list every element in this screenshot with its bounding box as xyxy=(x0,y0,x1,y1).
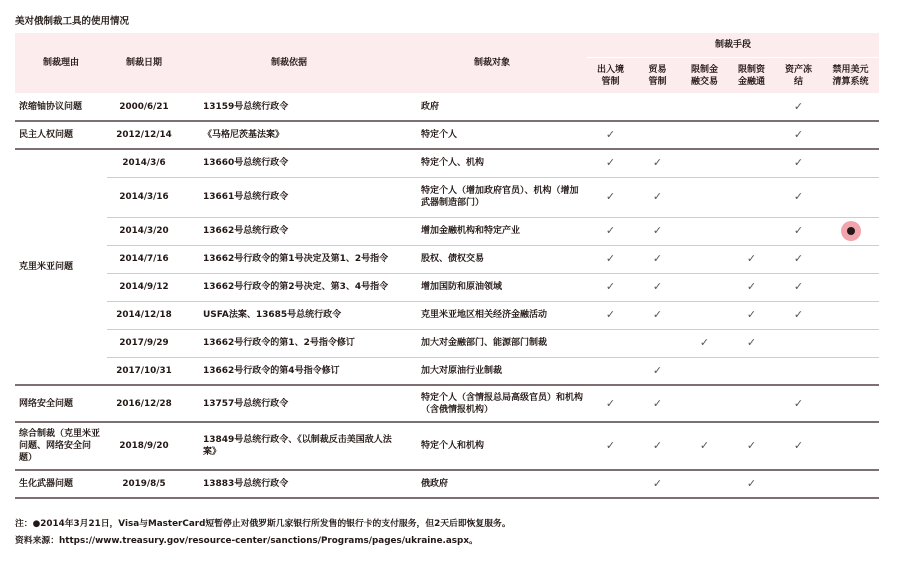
table-row xyxy=(15,217,879,245)
check-icon: ✓ xyxy=(746,252,757,265)
table-row xyxy=(15,470,879,498)
check-icon: ✓ xyxy=(605,128,616,141)
check-icon: ✓ xyxy=(746,280,757,293)
check-icon: ✓ xyxy=(793,224,804,237)
cell-mark xyxy=(775,357,822,385)
cell-mark xyxy=(634,357,681,385)
cell-mark xyxy=(587,357,634,385)
cell-basis: 13849号总统行政令、《以制裁反击美国敌人法案》 xyxy=(181,422,397,470)
cell-mark xyxy=(634,470,681,498)
check-icon: ✓ xyxy=(793,190,804,203)
cell-mark xyxy=(587,245,634,273)
check-icon: ✓ xyxy=(793,128,804,141)
header-means-group: 制裁手段 xyxy=(587,33,879,58)
check-icon: ✓ xyxy=(605,190,616,203)
cell-mark xyxy=(681,217,728,245)
cell-mark xyxy=(587,301,634,329)
cell-mark xyxy=(587,385,634,422)
cell-mark xyxy=(681,245,728,273)
header-means-3: 限制金 融交易 xyxy=(681,58,728,94)
cell-mark xyxy=(634,422,681,470)
check-icon: ✓ xyxy=(793,439,804,452)
cell-mark xyxy=(728,149,775,177)
cell-target: 加大对原油行业制裁 xyxy=(397,357,587,385)
cell-target: 增加国防和原油领域 xyxy=(397,273,587,301)
cell-mark xyxy=(634,385,681,422)
table-row xyxy=(15,329,879,357)
header-reason: 制裁理由 xyxy=(15,33,107,93)
table-row xyxy=(15,93,879,121)
cell-mark xyxy=(728,177,775,217)
cell-basis: 13757号总统行政令 xyxy=(181,385,397,422)
cell-target: 特定个人 xyxy=(397,121,587,149)
cell-basis: 13662号行政令的第4号指令修订 xyxy=(181,357,397,385)
cell-target: 俄政府 xyxy=(397,470,587,498)
cell-mark xyxy=(681,470,728,498)
cell-mark xyxy=(681,422,728,470)
header-means-1: 出入境 管制 xyxy=(587,58,634,94)
cell-mark xyxy=(728,329,775,357)
cell-mark xyxy=(822,470,879,498)
cell-mark xyxy=(587,93,634,121)
check-icon: ✓ xyxy=(793,252,804,265)
cell-mark xyxy=(775,245,822,273)
cell-mark xyxy=(634,217,681,245)
check-icon: ✓ xyxy=(652,477,663,490)
check-icon: ✓ xyxy=(652,363,663,377)
cell-mark xyxy=(634,329,681,357)
cell-mark xyxy=(775,93,822,121)
cell-basis: 13662号行政令的第2号决定、第3、4号指令 xyxy=(181,273,397,301)
cell-date: 2014/9/12 xyxy=(107,273,181,301)
cell-mark xyxy=(822,329,879,357)
cell-mark xyxy=(634,149,681,177)
check-icon: ✓ xyxy=(652,396,663,410)
check-icon: ✓ xyxy=(793,396,804,410)
cell-mark xyxy=(681,273,728,301)
cell-mark xyxy=(775,385,822,422)
cell-mark xyxy=(587,422,634,470)
cell-mark xyxy=(681,121,728,149)
cell-mark xyxy=(681,357,728,385)
table-row xyxy=(15,177,879,217)
cell-mark xyxy=(822,422,879,470)
cell-date: 2017/9/29 xyxy=(107,329,181,357)
check-icon: ✓ xyxy=(746,439,757,452)
cell-mark xyxy=(822,93,879,121)
check-icon: ✓ xyxy=(699,439,710,452)
cell-mark xyxy=(822,217,879,245)
cell-mark xyxy=(587,177,634,217)
footnote: 注：●2014年3月21日，Visa与MasterCard短暂停止对俄罗斯几家银行所发售的银行卡的支付服务，但2天后即恢复服务。 xyxy=(15,519,511,529)
cell-mark xyxy=(728,422,775,470)
header-means-6: 禁用美元 清算系统 xyxy=(822,58,879,94)
cell-mark xyxy=(822,177,879,217)
cell-mark xyxy=(728,301,775,329)
cell-date: 2019/8/5 xyxy=(107,470,181,498)
cell-reason: 民主人权问题 xyxy=(15,121,107,149)
cell-basis: 13660号总统行政令 xyxy=(181,149,397,177)
cell-date: 2000/6/21 xyxy=(119,101,169,112)
table-header xyxy=(15,33,879,93)
cell-reason: 生化武器问题 xyxy=(15,470,107,498)
check-icon: ✓ xyxy=(793,308,804,321)
check-icon: ✓ xyxy=(746,308,757,321)
table-row xyxy=(15,149,879,177)
cell-basis: 13159号总统行政令 xyxy=(203,101,289,112)
cell-mark xyxy=(822,385,879,422)
cell-mark xyxy=(775,470,822,498)
cell-mark xyxy=(681,93,728,121)
check-icon: ✓ xyxy=(793,99,804,113)
cell-date: 2016/12/28 xyxy=(107,385,181,422)
table-body xyxy=(15,93,879,498)
header-means-4: 限制资 金融通 xyxy=(728,58,775,94)
cell-mark xyxy=(728,245,775,273)
cell-target: 政府 xyxy=(421,101,440,112)
cell-basis: 13662号行政令的第1号决定及第1、2号指令 xyxy=(181,245,397,273)
cell-mark xyxy=(775,177,822,217)
cell-mark xyxy=(822,121,879,149)
check-icon: ✓ xyxy=(746,477,757,490)
highlight-dot-icon xyxy=(841,221,861,241)
cell-date: 2014/12/18 xyxy=(107,301,181,329)
check-icon: ✓ xyxy=(652,224,663,237)
cell-basis: 《马格尼茨基法案》 xyxy=(181,121,397,149)
cell-target: 增加金融机构和特定产业 xyxy=(397,217,587,245)
table-row xyxy=(15,385,879,422)
check-icon: ✓ xyxy=(793,156,804,170)
table-row xyxy=(15,121,879,149)
cell-mark xyxy=(587,273,634,301)
cell-mark xyxy=(728,121,775,149)
header-means-5: 资产冻 结 xyxy=(775,58,822,94)
cell-mark xyxy=(822,245,879,273)
check-icon: ✓ xyxy=(605,252,616,265)
cell-mark xyxy=(775,121,822,149)
cell-date: 2014/3/16 xyxy=(107,177,181,217)
table-title: 美对俄制裁工具的使用情况 xyxy=(15,16,130,27)
cell-date: 2014/3/6 xyxy=(107,149,181,177)
check-icon: ✓ xyxy=(605,308,616,321)
cell-mark xyxy=(728,357,775,385)
check-icon: ✓ xyxy=(605,224,616,237)
check-icon: ✓ xyxy=(652,308,663,321)
check-icon: ✓ xyxy=(605,396,616,410)
check-icon: ✓ xyxy=(652,252,663,265)
cell-target: 特定个人、机构 xyxy=(397,149,587,177)
cell-mark xyxy=(587,121,634,149)
cell-target: 克里米亚地区相关经济金融活动 xyxy=(397,301,587,329)
check-icon: ✓ xyxy=(699,336,710,349)
header-date: 制裁日期 xyxy=(107,33,181,93)
cell-mark xyxy=(728,273,775,301)
cell-date: 2017/10/31 xyxy=(107,357,181,385)
table-row xyxy=(15,422,879,470)
cell-mark xyxy=(634,273,681,301)
cell-mark xyxy=(634,177,681,217)
cell-reason: 综合制裁（克里米亚问题、网络安全问题） xyxy=(15,422,107,470)
cell-mark xyxy=(634,245,681,273)
cell-reason: 浓缩铀协议问题 xyxy=(19,101,83,112)
cell-mark xyxy=(775,149,822,177)
check-icon: ✓ xyxy=(605,280,616,293)
cell-mark xyxy=(728,470,775,498)
header-basis: 制裁依据 xyxy=(181,33,397,93)
check-icon: ✓ xyxy=(605,156,616,170)
cell-mark xyxy=(728,93,775,121)
cell-mark xyxy=(775,329,822,357)
cell-basis: 13662号行政令的第1、2号指令修订 xyxy=(181,329,397,357)
table-row xyxy=(15,301,879,329)
check-icon: ✓ xyxy=(746,336,757,349)
cell-mark xyxy=(775,301,822,329)
cell-date: 2012/12/14 xyxy=(107,121,181,149)
cell-target: 特定个人和机构 xyxy=(397,422,587,470)
cell-mark xyxy=(681,149,728,177)
cell-mark xyxy=(587,329,634,357)
check-icon: ✓ xyxy=(793,280,804,293)
cell-reason: 网络安全问题 xyxy=(15,385,107,422)
cell-mark xyxy=(822,301,879,329)
cell-mark xyxy=(775,217,822,245)
cell-mark xyxy=(822,149,879,177)
source-note: 资料来源：https://www.treasury.gov/resource-center/sanctions/Programs/pages/ukraine.aspx。 xyxy=(15,536,478,546)
check-icon: ✓ xyxy=(652,190,663,203)
cell-target: 股权、债权交易 xyxy=(397,245,587,273)
table-row xyxy=(15,245,879,273)
header-target: 制裁对象 xyxy=(397,33,587,93)
cell-target: 特定个人（增加政府官员）、机构（增加武器制造部门） xyxy=(397,177,587,217)
check-icon: ✓ xyxy=(652,439,663,452)
cell-basis: 13662号总统行政令 xyxy=(181,217,397,245)
table-row xyxy=(15,357,879,385)
sanctions-table xyxy=(15,33,879,499)
cell-mark xyxy=(775,273,822,301)
cell-date: 2014/3/20 xyxy=(107,217,181,245)
cell-target: 加大对金融部门、能源部门制裁 xyxy=(397,329,587,357)
table-row xyxy=(15,273,879,301)
header-means-2: 贸易 管制 xyxy=(634,58,681,94)
cell-mark xyxy=(681,385,728,422)
cell-mark xyxy=(634,121,681,149)
cell-basis: 13883号总统行政令 xyxy=(181,470,397,498)
cell-mark xyxy=(587,149,634,177)
cell-mark xyxy=(728,385,775,422)
cell-mark xyxy=(587,217,634,245)
cell-basis: 13661号总统行政令 xyxy=(181,177,397,217)
cell-mark xyxy=(634,93,681,121)
cell-mark xyxy=(728,217,775,245)
cell-mark xyxy=(775,422,822,470)
cell-basis: USFA法案、13685号总统行政令 xyxy=(181,301,397,329)
cell-date: 2014/7/16 xyxy=(107,245,181,273)
cell-mark xyxy=(681,329,728,357)
cell-mark xyxy=(681,301,728,329)
cell-mark xyxy=(634,301,681,329)
cell-reason: 克里米亚问题 xyxy=(15,149,107,385)
cell-mark xyxy=(681,177,728,217)
check-icon: ✓ xyxy=(652,156,663,170)
cell-mark xyxy=(822,357,879,385)
cell-date: 2018/9/20 xyxy=(107,422,181,470)
check-icon: ✓ xyxy=(605,439,616,452)
check-icon: ✓ xyxy=(652,280,663,293)
cell-mark xyxy=(822,273,879,301)
cell-mark xyxy=(587,470,634,498)
cell-target: 特定个人（含情报总局高级官员）和机构（含俄情报机构） xyxy=(397,385,587,422)
